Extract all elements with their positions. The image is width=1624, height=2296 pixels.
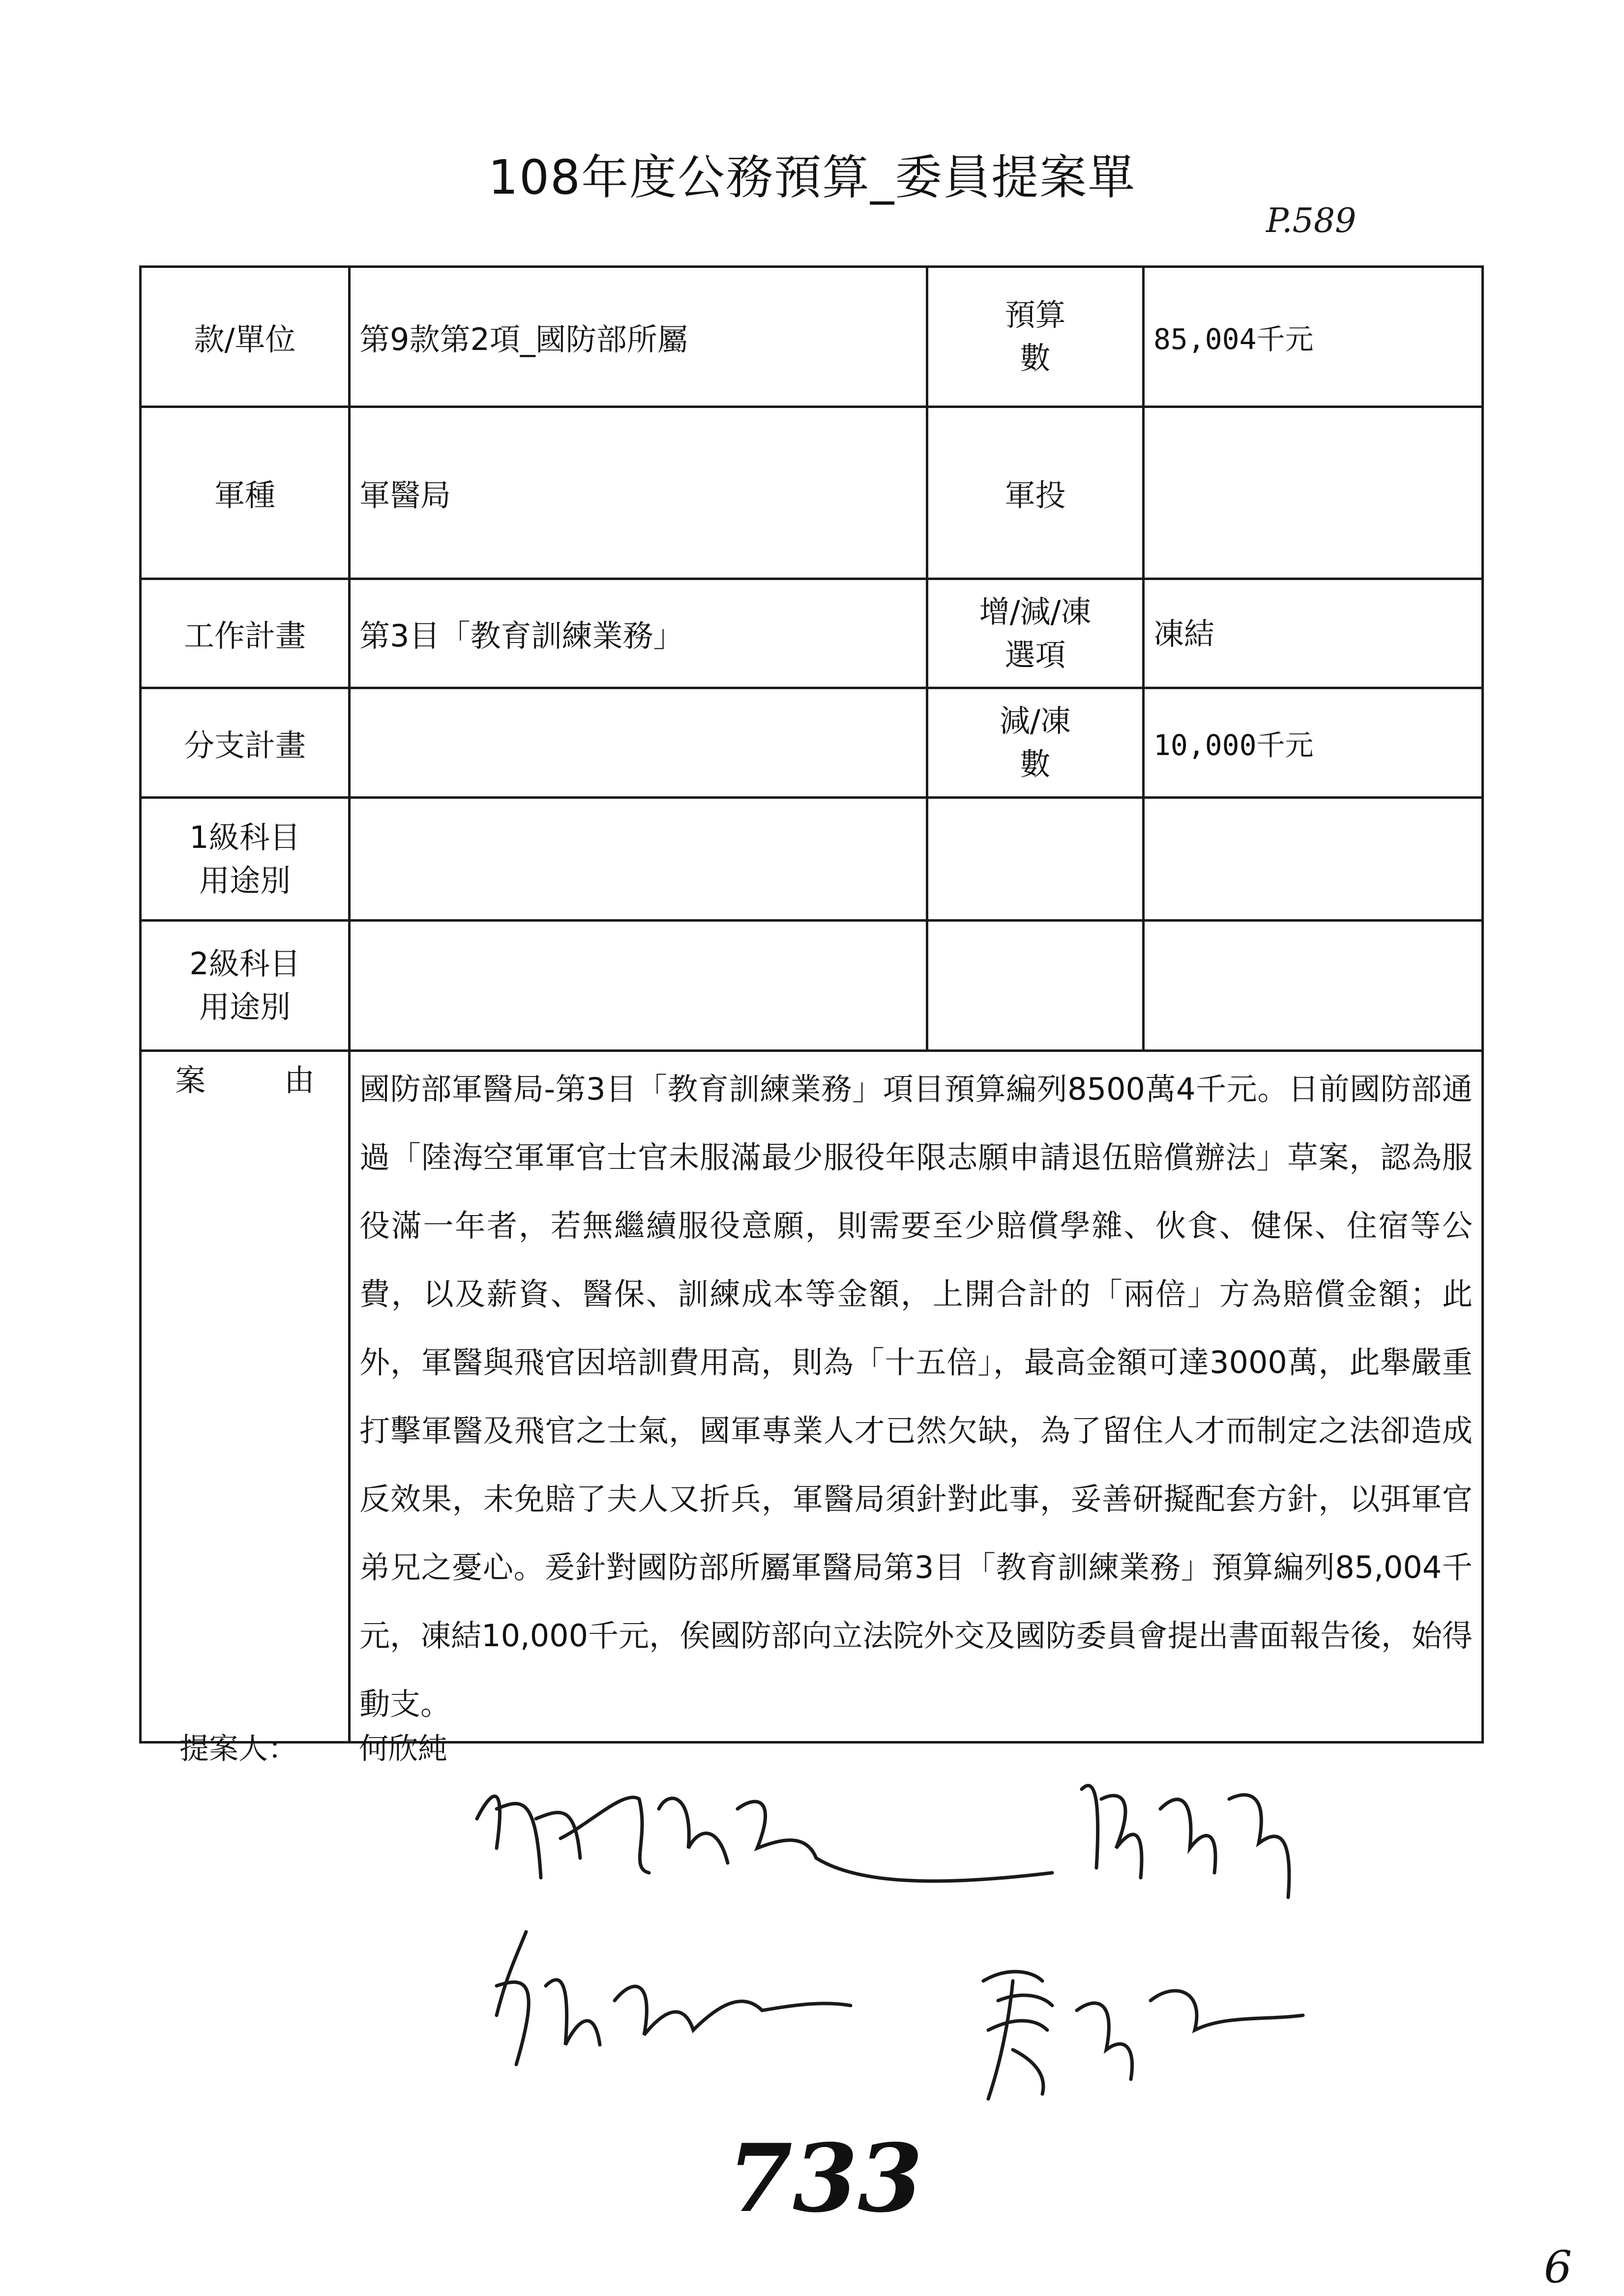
row-level1-subject (141, 798, 1483, 921)
proposer-label: 提案人： (179, 1732, 297, 1766)
label-case-reason (141, 1051, 350, 1743)
proposer-line (179, 1725, 447, 1768)
label-sub-plan: 分支計畫 (141, 688, 350, 798)
label-level2-subject (141, 921, 350, 1051)
label-level1-subject (141, 798, 350, 921)
handwritten-page-ref: P.589 (1266, 202, 1357, 240)
label-unit: 款/單位 (141, 267, 350, 407)
value-level1-subject (350, 798, 927, 921)
handwritten-footer-number: 733 (728, 2123, 923, 2233)
value-level2-extra-b (1144, 921, 1483, 1051)
value-level1-extra-a (927, 798, 1144, 921)
value-military-investment (1144, 407, 1483, 579)
value-level2-subject (350, 921, 927, 1051)
label-cut-freeze-amount (927, 688, 1144, 798)
row-budget-unit (141, 267, 1483, 407)
case-reason-text: 國防部軍醫局-第3目「教育訓練業務」項目預算編列8500萬4千元。日前國防部通過「陸海空軍軍官士官未服滿最少服役年限志願申請退伍賠償辦法」草案，認為服役滿一年者，若無繼續服役意願，則需要至少賠償學雜、伙食、健保、住宿等公費，以及薪資、醫保、訓練成本等金額，上開合計的「兩倍」方為賠償金額；此外，軍醫與飛官因培訓費用高，則為「十五倍」，最高金額可達3000萬，此舉嚴重打擊軍醫及飛官之士氣，國軍專業人才已然欠缺，為了留住人才而制定之法卻造成反效果，未免賠了夫人又折兵，軍醫局須針對此事，妥善研擬配套方針，以弭軍官弟兄之憂心。爰針對國防部所屬軍醫局第3目「教育訓練業務」預算編列85,004千元，凍結10,000千元，俟國防部向立法院外交及國防委員會提出書面報告後，始得動支。 (350, 1051, 1483, 1743)
label-action-option-text: 增/減/凍選項 (979, 593, 1092, 673)
signature-1 (462, 1750, 1077, 1907)
proposal-form-table (139, 265, 1484, 1744)
value-action-option: 凍結 (1144, 579, 1483, 688)
value-budget-amount: 85,004千元 (1144, 267, 1483, 407)
label-work-plan: 工作計畫 (141, 579, 350, 688)
label-case-reason-text: 案 由 (175, 1062, 315, 1098)
label-budget-amount (927, 267, 1144, 407)
value-cut-freeze-amount: 10,000千元 (1144, 688, 1483, 798)
row-case-reason (141, 1051, 1483, 1743)
row-service-branch (141, 407, 1483, 579)
label-action-option (927, 579, 1144, 688)
handwritten-corner-number: 6 (1544, 2241, 1572, 2293)
value-work-plan: 第3目「教育訓練業務」 (350, 579, 927, 688)
row-work-plan (141, 579, 1483, 688)
label-cut-freeze-amount-text: 減/凍數 (1000, 703, 1071, 782)
proposer-name: 何欣純 (359, 1732, 447, 1766)
signature-4 (969, 1951, 1313, 2109)
label-military-investment: 軍投 (927, 407, 1144, 579)
value-branch: 軍醫局 (350, 407, 927, 579)
signature-2 (1072, 1770, 1308, 1907)
signature-3 (487, 1917, 860, 2079)
value-level1-extra-b (1144, 798, 1483, 921)
label-budget-amount-text: 預算數 (1004, 297, 1066, 376)
value-unit: 第9款第2項_國防部所屬 (350, 267, 927, 407)
row-sub-plan (141, 688, 1483, 798)
label-branch: 軍種 (141, 407, 350, 579)
value-sub-plan (350, 688, 927, 798)
label-level2-subject-text: 2級科目用途別 (189, 946, 300, 1025)
label-level1-subject-text: 1級科目用途別 (189, 819, 300, 899)
form-title: 108年度公務預算_委員提案單 (488, 150, 1136, 205)
value-level2-extra-a (927, 921, 1144, 1051)
row-level2-subject (141, 921, 1483, 1051)
